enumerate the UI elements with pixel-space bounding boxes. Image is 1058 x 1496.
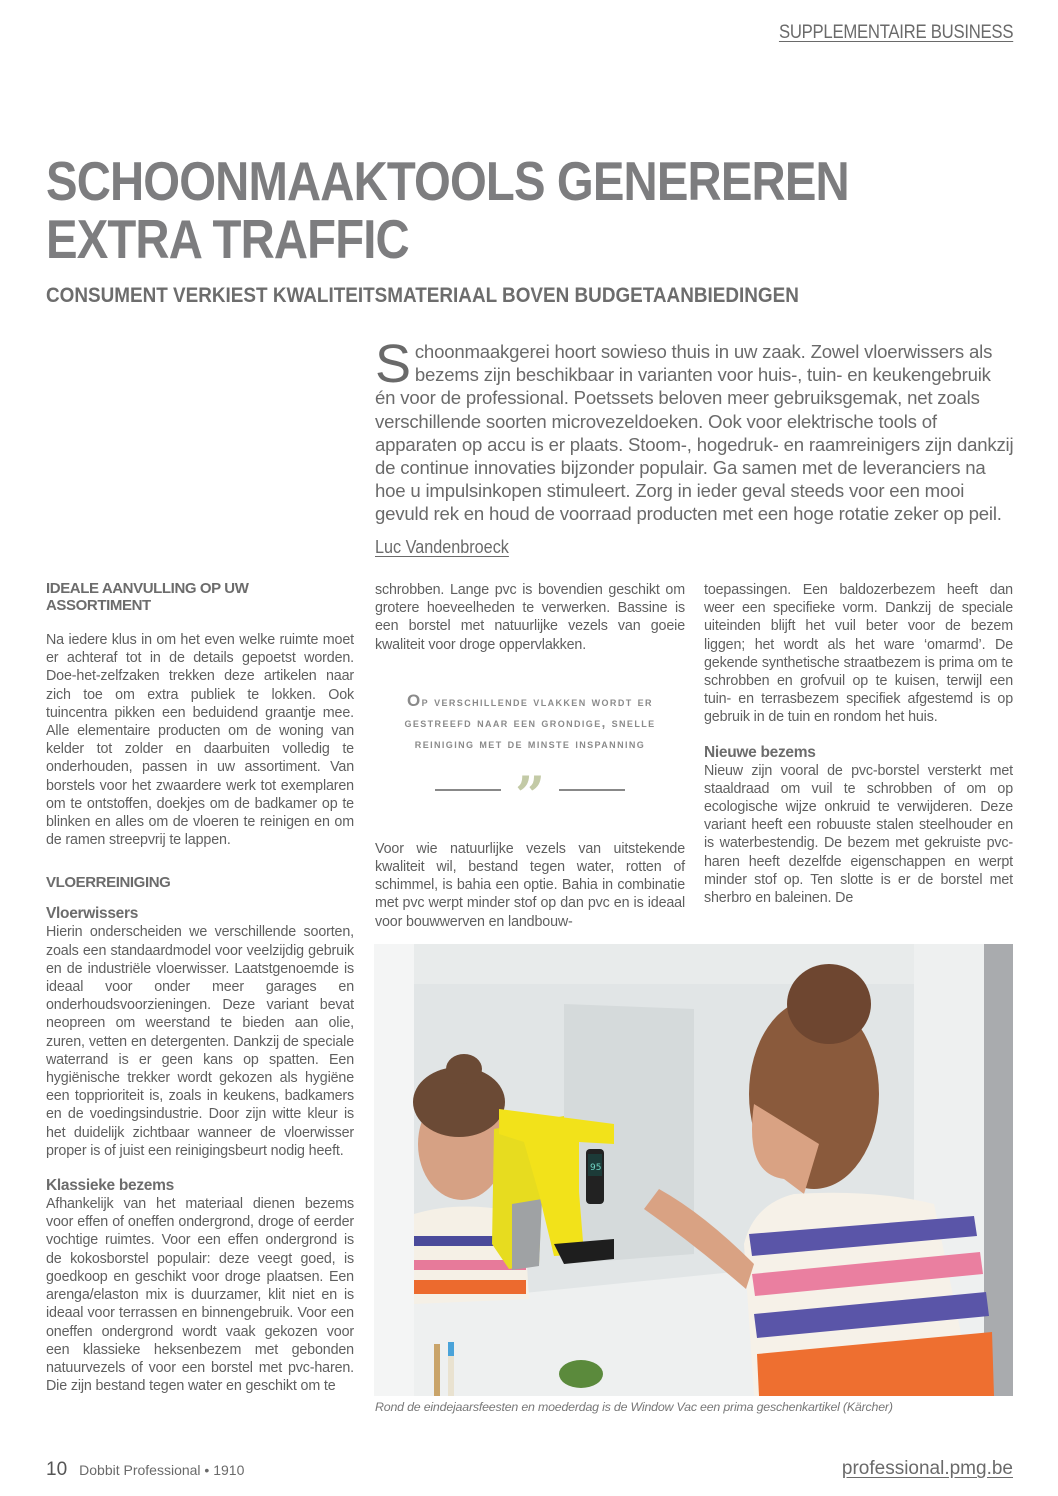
body-paragraph: Voor wie natuurlijke vezels van uitstekende kwaliteit wil, bestand tegen water, rotten of schimmel, is bahia een optie. Bahia in combinatie met pvc werpt minder stof op dan pvc en is ideaal voor bouwwerven en landbouw- xyxy=(375,840,685,930)
section-heading: VLOERREINIGING xyxy=(46,874,171,892)
subheading: Klassieke bezems xyxy=(46,1177,174,1195)
article-column-3 xyxy=(704,581,1013,907)
headline-line-1: SCHOONMAAKTOOLS GENEREREN xyxy=(46,150,849,212)
section-heading: IDEALE AANVULLING OP UW ASSORTIMENT xyxy=(46,580,249,614)
headline-line-2: EXTRA TRAFFIC xyxy=(46,208,409,270)
body-paragraph: Afhankelijk van het materiaal dienen bezems voor effen of oneffen ondergrond, droge of eerder vochtige ruimtes. Voor een effen ondergrond is de kokosborstel populair: deze veegt goed, is goedkoop en geschikt voor droge plaatsen. Een arenga/elaston mix is duurzamer, klit niet en is ideaal voor terrassen en binnengebruik. Voor een oneffen ondergrond wordt vaak gekozen voor een klassieke heksenbezem met gebonden natuurvezels of voor een borstel met pvc-haren. Die zijn bestand tegen water en geschikt om te xyxy=(46,1196,354,1395)
pull-quote-text: p verschillende vlakken wordt er gestreefd naar een grondige, snelle reiniging met de minste inspanning xyxy=(404,693,656,751)
photo-illustration xyxy=(374,944,1013,1396)
website-link[interactable]: professional.pmg.be xyxy=(841,1458,1013,1479)
article-photo xyxy=(374,944,1013,1396)
body-paragraph: toepassingen. Een baldozerbezem heeft dan weer een specifieke vorm. Dankzij de speciale uiteinden blijft het vuil beter voor de bezem liggen; het wordt als het ware ‘omarmd’. De gekende synthetische straatbezem is prima om te schrobben en grofvuil op te kuisen, terwijl een tuin- en terrasbezem specifiek afgestemd is op gebruik in de tuin en rondom het huis. xyxy=(704,582,1013,726)
headline xyxy=(46,150,849,270)
page-footer xyxy=(46,1459,244,1481)
divider-line xyxy=(559,789,625,791)
intro-text: choonmaakgerei hoort sowieso thuis in uw zaak. Zowel vloerwissers als bezems zijn beschikbaar in varianten voor huis-, tuin- en keukengebruik én voor de professional. Poetssets beloven meer gebruiksgemak, net zoals verschillende soorten microvezeldoeken. Ook voor elektrische tools of apparaten op accu is er plaats. Stoom-, hogedruk- en raamreinigers zijn dankzij de continue innovaties bijzonder populair. Ga samen met de leveranciers na hoe u impulsinkopen stimuleert. Zorg in ieder geval steeds voor een mooi gevuld rek en houd de voorraad producten met een hoge rotatie zeker op peil. xyxy=(375,341,1014,525)
subheadline: CONSUMENT VERKIEST KWALITEITSMATERIAAL BOVEN BUDGETAANBIEDINGEN xyxy=(46,284,799,307)
publication-info: Dobbit Professional • 1910 xyxy=(79,1462,245,1478)
article-column-2 xyxy=(375,581,685,931)
quote-mark-icon: ” xyxy=(515,765,545,827)
subheading: Vloerwissers xyxy=(46,905,139,923)
section-label: SUPPLEMENTAIRE BUSINESS xyxy=(778,22,1013,43)
article-column-1 xyxy=(46,580,354,1395)
body-paragraph: Na iedere klus in om het even welke ruimte moet er achteraf tot in de details gepoetst worden. Doe-het-zelfzaken trekken deze artikelen naar zich toe om extra publiek te lokken. Ook tuincentra pikken een beduidend graantje mee. Alle elementaire producten om de woning van kelder tot zolder en daarbuiten volledig te onderhouden, passen in uw assortiment. Van borstels voor het zwaardere werk tot exemplaren om te ontstoffen, doekjes om de badkamer op te blinken en alles om de vloeren te reinigen en om de ramen streepvrij te lappen. xyxy=(46,632,354,849)
body-paragraph: Hierin onderscheiden we verschillende soorten, zoals een standaardmodel voor veelzijdig gebruik en de industriële vloerwisser. Laatstgenoemde is ideaal voor onder meer garages en onderhoudsvoorzieningen. Deze variant bevat neopreen om weerstand te bieden aan olie, zuren, vetten en detergenten. Dankzij de speciale waterrand is er geen kans op spatten. Een hygiënische trekker wordt gekozen als hygiëne een topprioriteit is, zoals in keukens, badkamers en de voedingsindustrie. Door zijn witte kleur is het duidelijk zichtbaar wanneer de vloerwisser proper is of juist een reinigingsbeurt nodig heeft. xyxy=(46,924,354,1159)
divider-line xyxy=(435,789,501,791)
body-paragraph: Nieuw zijn vooral de pvc-borstel versterkt met staaldraad om vuil te schrobben of om op ecologische wijze onkruid te verwijderen. Deze variant heeft een robuuste stalen steelhouder en is waterbestendig. De bezem met gekruiste pvc-haren heeft dezelfde eigenschappen en werpt minder stof op. Ten slotte is er de borstel met sherbro en baleinen. De xyxy=(704,762,1013,907)
drop-cap: S xyxy=(375,334,411,394)
subheading: Nieuwe bezems xyxy=(704,743,816,761)
device-display: 95 xyxy=(590,1163,602,1173)
pull-quote xyxy=(381,690,679,754)
author-byline[interactable]: Luc Vandenbroeck xyxy=(375,537,509,557)
body-paragraph: schrobben. Lange pvc is bovendien geschikt om grotere hoeveelheden te verwerken. Bassine is een borstel met natuurlijke vezels van goeie kwaliteit voor droge oppervlakken. xyxy=(375,582,685,653)
quote-divider xyxy=(375,765,685,827)
intro-paragraph xyxy=(375,334,1015,526)
photo-caption: Rond de eindejaarsfeesten en moederdag is de Window Vac een prima geschenkartikel (Kärcher) xyxy=(375,1400,893,1414)
pull-quote-initial: O xyxy=(407,690,422,710)
page-number: 10 xyxy=(46,1459,68,1480)
